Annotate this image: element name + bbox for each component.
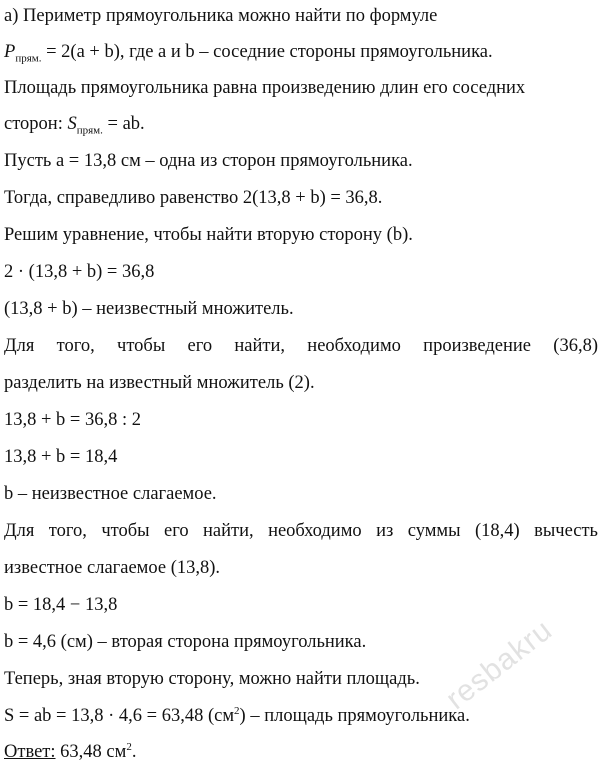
perimeter-symbol: P — [4, 42, 16, 62]
answer-label: Ответ: — [4, 742, 56, 762]
equation-4: b = 18,4 − 13,8 — [4, 595, 118, 615]
answer-end: . — [131, 742, 137, 762]
watermark-logo — [440, 613, 559, 717]
find-factor-line-2: разделить на известный множитель (2). — [4, 373, 315, 393]
area-symbol: S — [67, 114, 77, 134]
equation-1: 2 · (13,8 + b) = 36,8 — [4, 262, 155, 282]
answer-exponent: 2 — [126, 740, 132, 753]
area-result-exponent: 2 — [234, 704, 240, 717]
perimeter-subscript: прям. — [15, 52, 42, 65]
solve-line: Решим уравнение, чтобы найти вторую сторону (b). — [4, 225, 413, 245]
perimeter-formula — [4, 40, 598, 64]
area-result-tail: ) – площадь прямоугольника. — [239, 706, 470, 726]
equation-3: 13,8 + b = 18,4 — [4, 447, 118, 467]
answer-value: 63,48 см — [55, 742, 127, 762]
perimeter-expression: = 2(a + b) — [41, 42, 120, 62]
area-result-line — [4, 704, 598, 728]
area-result-expression: S = ab = 13,8 · 4,6 = 63,48 (см — [4, 706, 235, 726]
then-equation-line: Тогда, справедливо равенство 2(13,8 + b) = 36,8. — [4, 188, 383, 208]
unknown-addend-line: b – неизвестное слагаемое. — [4, 484, 217, 504]
find-factor-line-1: Для того, чтобы его найти, необходимо произведение (36,8) — [4, 336, 598, 356]
watermark-text: resbakru — [440, 613, 559, 717]
answer-line — [4, 740, 598, 764]
let-a-line: Пусть a = 13,8 см – одна из сторон прямоугольника. — [4, 151, 413, 171]
find-addend-line-1: Для того, чтобы его найти, необходимо из суммы (18,4) вычесть — [4, 521, 598, 541]
find-addend-line-2: известное слагаемое (13,8). — [4, 558, 221, 578]
area-formula-prefix: сторон: — [4, 114, 68, 134]
area-subscript: прям. — [76, 124, 103, 137]
now-find-area-line: Теперь, зная вторую сторону, можно найти площадь. — [4, 669, 420, 689]
perimeter-explanation: , где a и b – соседние стороны прямоугольника. — [119, 42, 493, 62]
area-expression: = ab. — [102, 114, 145, 134]
area-formula — [4, 112, 598, 136]
equation-5: b = 4,6 (см) – вторая сторона прямоугольника. — [4, 632, 367, 652]
area-statement: Площадь прямоугольника равна произведению длин его соседних — [4, 78, 526, 98]
part-a-intro: а) Периметр прямоугольника можно найти по формуле — [4, 6, 438, 26]
unknown-factor-line: (13,8 + b) – неизвестный множитель. — [4, 299, 294, 319]
equation-2: 13,8 + b = 36,8 : 2 — [4, 410, 142, 430]
